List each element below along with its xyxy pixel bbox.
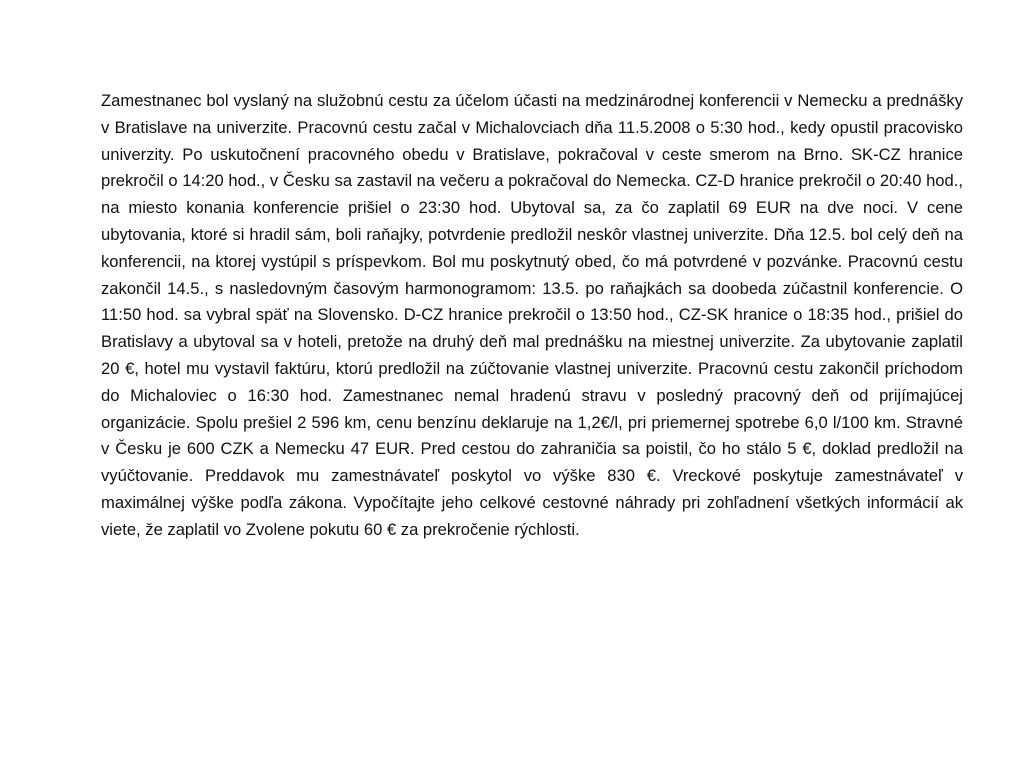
assignment-paragraph: Zamestnanec bol vyslaný na služobnú cestu za účelom účasti na medzinárodnej konferencii v Nemecku a prednášky v Bratislave na univerzite. Pracovnú cestu začal v Michalovciach dňa 11.5.2008 o 5:30 hod., kedy opustil pracovisko univerzity. Po uskutočnení pracovného obedu v Bratislave, pokračoval v ceste smerom na Brno. SK-CZ hranice prekročil o 14:20 hod., v Česku sa zastavil na večeru a pokračoval do Nemecka. CZ-D hranice prekročil o 20:40 hod., na miesto konania konferencie prišiel o 23:30 hod. Ubytoval sa, za čo zaplatil 69 EUR na dve noci. V cene ubytovania, ktoré si hradil sám, boli raňajky, potvrdenie predložil neskôr vlastnej univerzite. Dňa 12.5. bol celý deň na konferencii, na ktorej vystúpil s príspevkom. Bol mu poskytnutý obed, čo má potvrdené v pozvánke. Pracovnú cestu zakončil 14.5., s nasledovným časovým harmonogramom: 13.5. po raňajkách sa doobeda zúčastnil konferencie. O 11:50 hod. sa vybral späť na Slovensko. D-CZ hranice prekročil o 13:50 hod., CZ-SK hranice o 18:35 hod., prišiel do Bratislavy a ubytoval sa v hoteli, pretože na druhý deň mal prednášku na miestnej univerzite. Za ubytovanie zaplatil 20 €, hotel mu vystavil faktúru, ktorú predložil na zúčtovanie vlastnej univerzite. Pracovnú cestu zakončil príchodom do Michaloviec o 16:30 hod. Zamestnanec nemal hradenú stravu v posledný pracovný deň od prijímajúcej organizácie. Spolu prešiel 2 596 km, cenu benzínu deklaruje na 1,2€/l, pri priemernej spotrebe 6,0 l/100 km. Stravné v Česku je 600 CZK a Nemecku 47 EUR. Pred cestou do zahraničia sa poistil, čo ho stálo 5 €, doklad predložil na vyúčtovanie. Preddavok mu zamestnávateľ poskytol vo výške 830 €. Vreckové poskytuje zamestnávateľ v maximálnej výške podľa zákona. Vypočítajte jeho celkové cestovné náhrady pri zohľadnení všetkých informácií ak viete, že zaplatil vo Zvolene pokutu 60 € za prekročenie rýchlosti.: [101, 91, 963, 539]
